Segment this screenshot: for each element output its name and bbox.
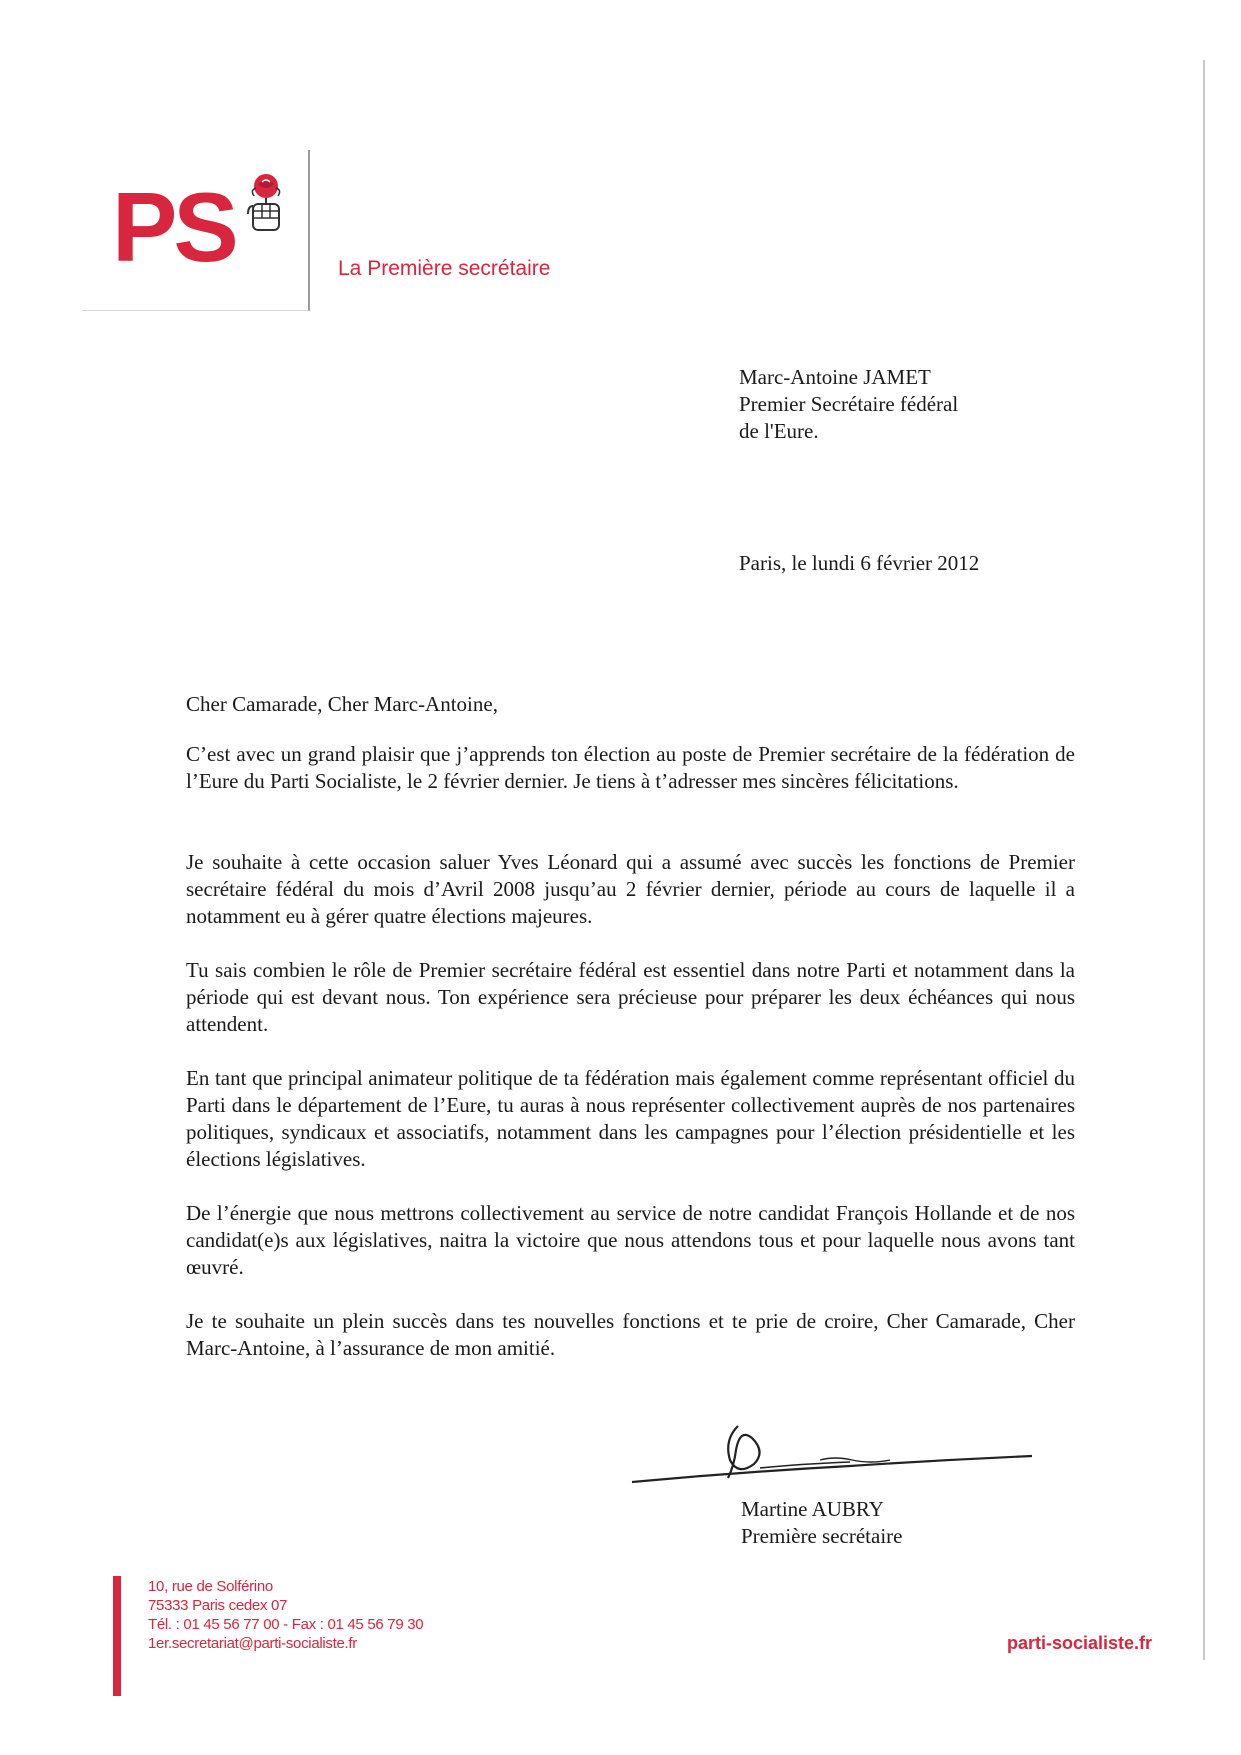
paragraph: Je te souhaite un plein succès dans tes nouvelles fonctions et te prie de croire, Cher Camarade, Cher Marc-Antoine, à l’assurance de mon amitié. — [186, 1309, 1075, 1360]
recipient-department: de l'Eure. — [739, 419, 819, 443]
paragraph: C’est avec un grand plaisir que j’apprends ton élection au poste de Premier secrétaire de la fédération de l’Eure du Parti Socialiste, le 2 février dernier. Je tiens à t’adresser mes sincères félicitations. — [186, 742, 1075, 793]
date-line: Paris, le lundi 6 février 2012 — [739, 551, 980, 575]
footer-email: 1er.secretariat@parti-socialiste.fr — [148, 1635, 357, 1652]
footer-accent-bar — [113, 1576, 121, 1696]
footer-phone: Tél. : 01 45 56 77 00 - Fax : 01 45 56 79 30 — [148, 1616, 424, 1633]
ps-logo: PS — [112, 172, 235, 282]
paragraph: Tu sais combien le rôle de Premier secrétaire fédéral est essentiel dans notre Parti et notamment dans la période qui est devant nous. Ton expérience sera précieuse pour préparer les deux échéances qui nous attendent. — [186, 958, 1075, 1036]
signatory-name: Martine AUBRY — [741, 1497, 884, 1521]
signatory-title: Première secrétaire — [741, 1524, 903, 1548]
paragraph: En tant que principal animateur politique de ta fédération mais également comme représentant officiel du Parti dans le département de l’Eure, tu auras à nous représenter collectivement auprès de nos partenaires politiques, syndicaux et associatifs, notamment dans les campagnes pour l’élection présidentielle et les élections législatives. — [186, 1066, 1075, 1171]
paragraph: De l’énergie que nous mettrons collectivement au service de notre candidat François Hollande et de nos candidat(e)s aux législatives, naitra la victoire que nous attendons tous et pour laquelle nous avons tant œuvré. — [186, 1201, 1075, 1279]
letterhead-title: La Première secrétaire — [338, 257, 551, 280]
handwritten-signature — [620, 1420, 1040, 1500]
recipient-name: Marc-Antoine JAMET — [739, 365, 931, 389]
footer-website-link[interactable]: parti-socialiste.fr — [1007, 1633, 1153, 1653]
footer-address: 75333 Paris cedex 07 — [148, 1597, 288, 1614]
rose-fist-icon — [240, 170, 292, 244]
scan-edge — [1203, 60, 1205, 1660]
recipient-title: Premier Secrétaire fédéral — [739, 392, 959, 416]
paragraph: Je souhaite à cette occasion saluer Yves Léonard qui a assumé avec succès les fonctions de Premier secrétaire fédéral du mois d’Avril 2008 jusqu’au 2 février dernier, période au cours de laquelle il a notamment eu à gérer quatre élections majeures. — [186, 850, 1075, 928]
salutation: Cher Camarade, Cher Marc-Antoine, — [186, 692, 498, 716]
footer-address: 10, rue de Solférino — [148, 1578, 273, 1595]
